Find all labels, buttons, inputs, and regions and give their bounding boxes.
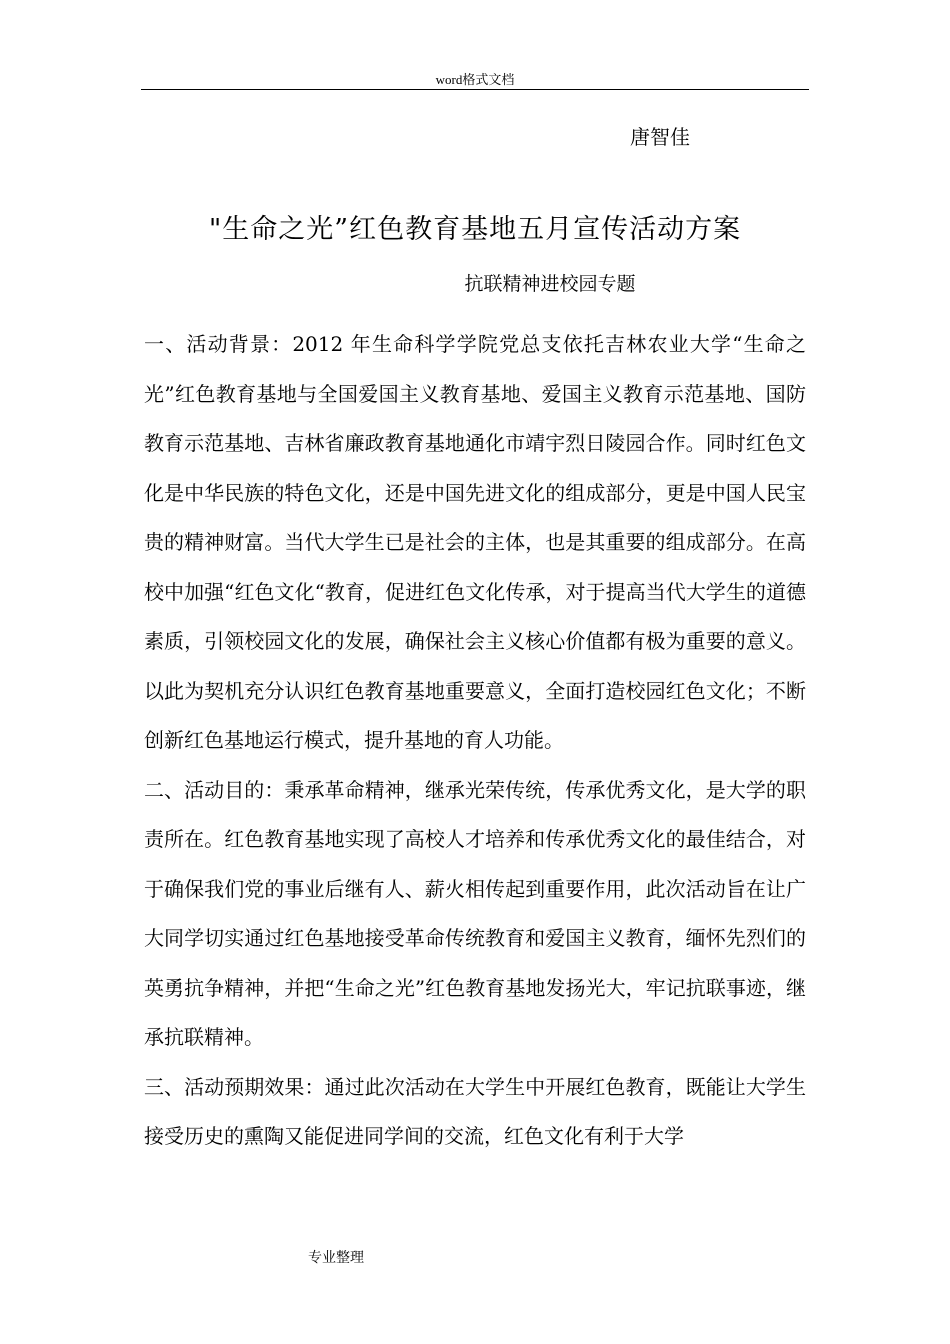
- section-background-paragraph: 一、活动背景：2012 年生命科学学院党总支依托吉林农业大学“生命之光”红色教育基地与全国爱国主义教育基地、爱国主义教育示范基地、国防教育示范基地、吉林省廉政教育基地通化市靖宇烈日陵园合作。同时红色文化是中华民族的特色文化，还是中国先进文化的组成部分，更是中国人民宝贵的精神财富。当代大学生已是社会的主体，也是其重要的组成部分。在高校中加强“红色文化“教育，促进红色文化传承，对于提高当代大学生的道德素质，引领校园文化的发展，确保社会主义核心价值都有极为重要的意义。以此为契机充分认识红色教育基地重要意义，全面打造校园红色文化；不断创新红色基地运行模式，提升基地的育人功能。: [144, 332, 806, 752]
- header-divider: [141, 89, 809, 90]
- page-footer-text: 专业整理: [308, 1250, 364, 1266]
- document-title: "生命之光”红色教育基地五月宣传活动方案: [208, 214, 742, 245]
- document-body: [144, 320, 806, 1162]
- page-header-text: word格式文档: [435, 72, 515, 87]
- section-effect-paragraph: 三、活动预期效果：通过此次活动在大学生中开展红色教育，既能让大学生接受历史的熏陶又能促进同学间的交流，红色文化有利于大学: [144, 1074, 806, 1148]
- section-purpose-paragraph: 二、活动目的：秉承革命精神，继承光荣传统，传承优秀文化，是大学的职责所在。红色教育基地实现了高校人才培养和传承优秀文化的最佳结合，对于确保我们党的事业后继有人、薪火相传起到重要作用，此次活动旨在让广大同学切实通过红色基地接受革命传统教育和爱国主义教育，缅怀先烈们的英勇抗争精神，并把“生命之光”红色教育基地发扬光大，牢记抗联事迹，继承抗联精神。: [144, 777, 806, 1049]
- author-name: 唐智佳: [630, 125, 690, 149]
- document-subtitle: 抗联精神进校园专题: [464, 273, 636, 295]
